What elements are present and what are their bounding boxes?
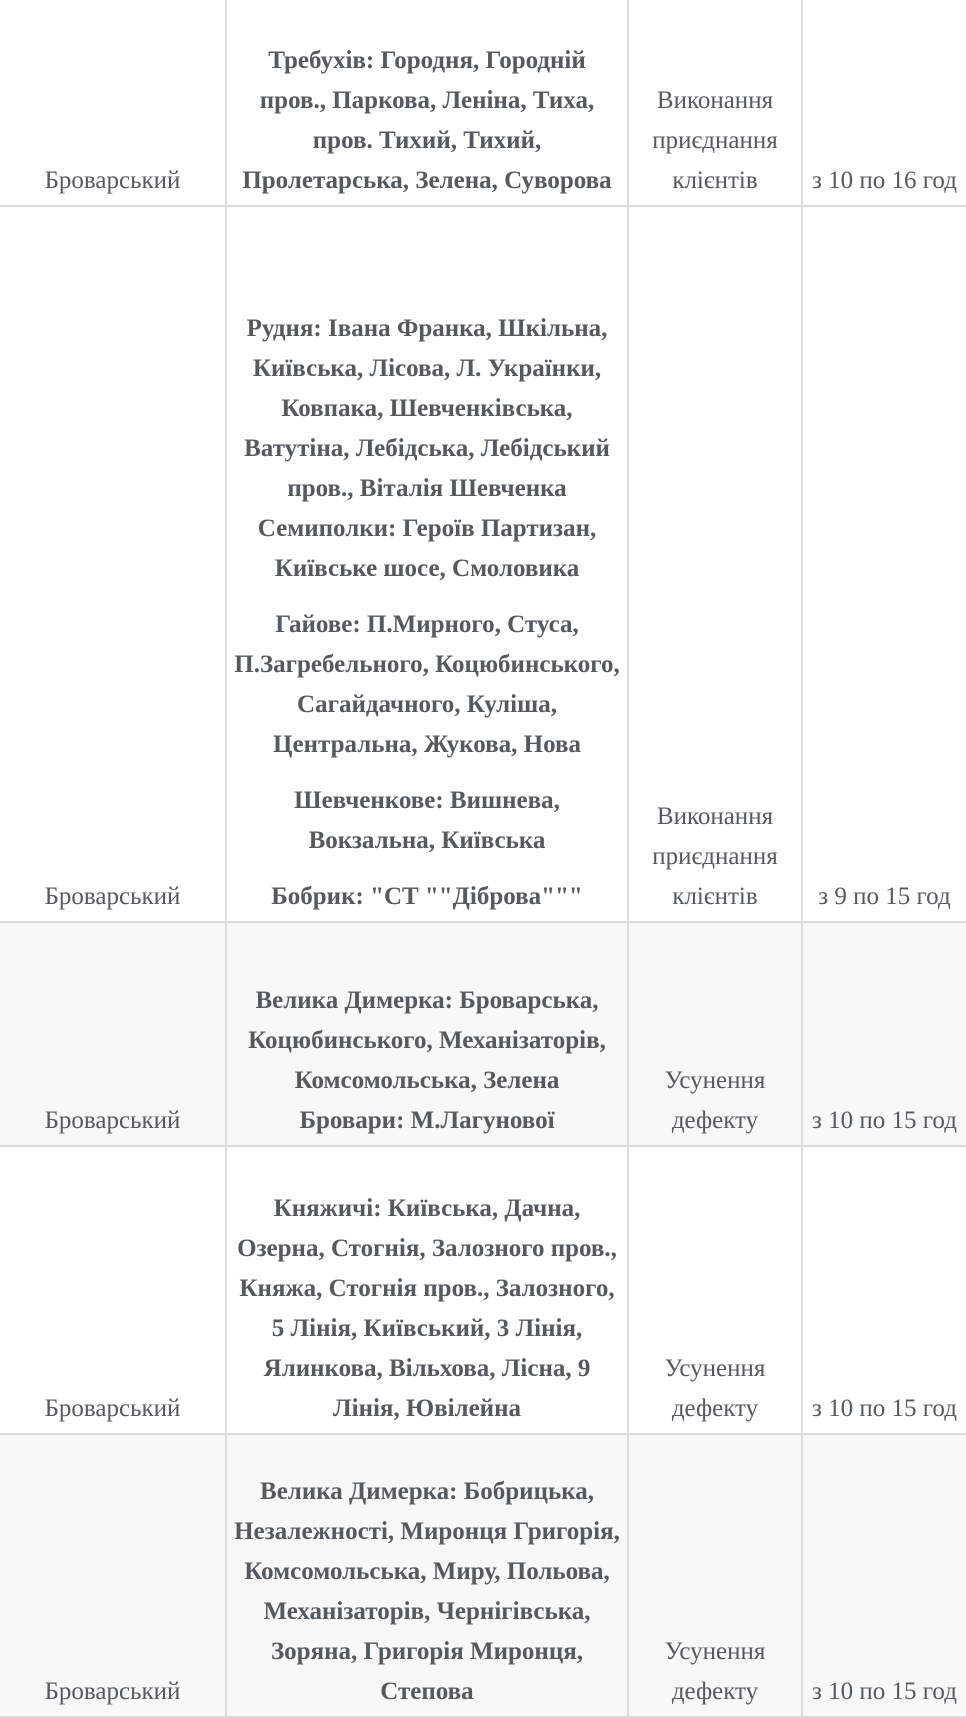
streets-cell: [226, 922, 628, 1146]
time-cell: з 10 по 15 год: [802, 922, 966, 1146]
table-row: [0, 1146, 966, 1434]
streets-line: Гайове: П.Мирного, Стуса, П.Загребельного, Коцюбинського, Сагайдачного, Куліша, Центральна, Жукова, Нова: [234, 611, 620, 758]
district-cell: Броварський: [0, 922, 226, 1146]
work-type-cell: Виконання приєднання клієнтів: [628, 0, 802, 206]
table-row: [0, 922, 966, 1146]
time-cell: з 10 по 15 год: [802, 1146, 966, 1434]
district-cell: Броварський: [0, 0, 226, 206]
table-row: [0, 0, 966, 206]
district-cell: Броварський: [0, 1146, 226, 1434]
district-cell: Броварський: [0, 1434, 226, 1717]
work-type-cell: Виконання приєднання клієнтів: [628, 206, 802, 922]
streets-line: Рудня: Івана Франка, Шкільна, Київська, Лісова, Л. Українки, Ковпака, Шевченківська, Ватутіна, Лебідська, Лебідський пров., Віталія Шевченка: [244, 315, 610, 502]
streets-line: Бобрик: "СТ ""Діброва""": [271, 883, 583, 910]
work-type-cell: Усунення дефекту: [628, 922, 802, 1146]
streets-cell: [226, 0, 628, 206]
work-type-cell: Усунення дефекту: [628, 1434, 802, 1717]
streets-line: Велика Димерка: Броварська, Коцюбинського, Механізаторів, Комсомольська, Зелена: [248, 987, 606, 1094]
table-row: [0, 1434, 966, 1717]
streets-cell: [226, 206, 628, 922]
streets-line: Княжичі: Київська, Дачна, Озерна, Стогнія, Залозного пров., Княжа, Стогнія пров., Залозного, 5 Лінія, Київський, 3 Лінія, Ялинкова, Вільхова, Лісна, 9 Лінія, Ювілейна: [237, 1195, 617, 1422]
district-cell: Броварський: [0, 206, 226, 922]
time-cell: з 9 по 15 год: [802, 206, 966, 922]
work-type-cell: Усунення дефекту: [628, 1146, 802, 1434]
table-row: [0, 206, 966, 922]
streets-line: Бровари: М.Лагунової: [299, 1107, 555, 1134]
streets-cell: [226, 1146, 628, 1434]
streets-line: Требухів: Городня, Городній пров., Паркова, Леніна, Тиха, пров. Тихий, Тихий, Пролетарська, Зелена, Суворова: [242, 47, 612, 194]
time-cell: з 10 по 15 год: [802, 1434, 966, 1717]
time-cell: з 10 по 16 год: [802, 0, 966, 206]
streets-line: Семиполки: Героїв Партизан, Київське шосе, Смоловика: [257, 515, 597, 582]
streets-line: Велика Димерка: Бобрицька, Незалежності, Миронця Григорія, Комсомольська, Миру, Польова, Механізаторів, Чернігівська, Зоряна, Григорія Миронця, Степова: [234, 1478, 620, 1705]
streets-line: Шевченкове: Вишнева, Вокзальна, Київська: [294, 787, 560, 854]
streets-cell: [226, 1434, 628, 1717]
